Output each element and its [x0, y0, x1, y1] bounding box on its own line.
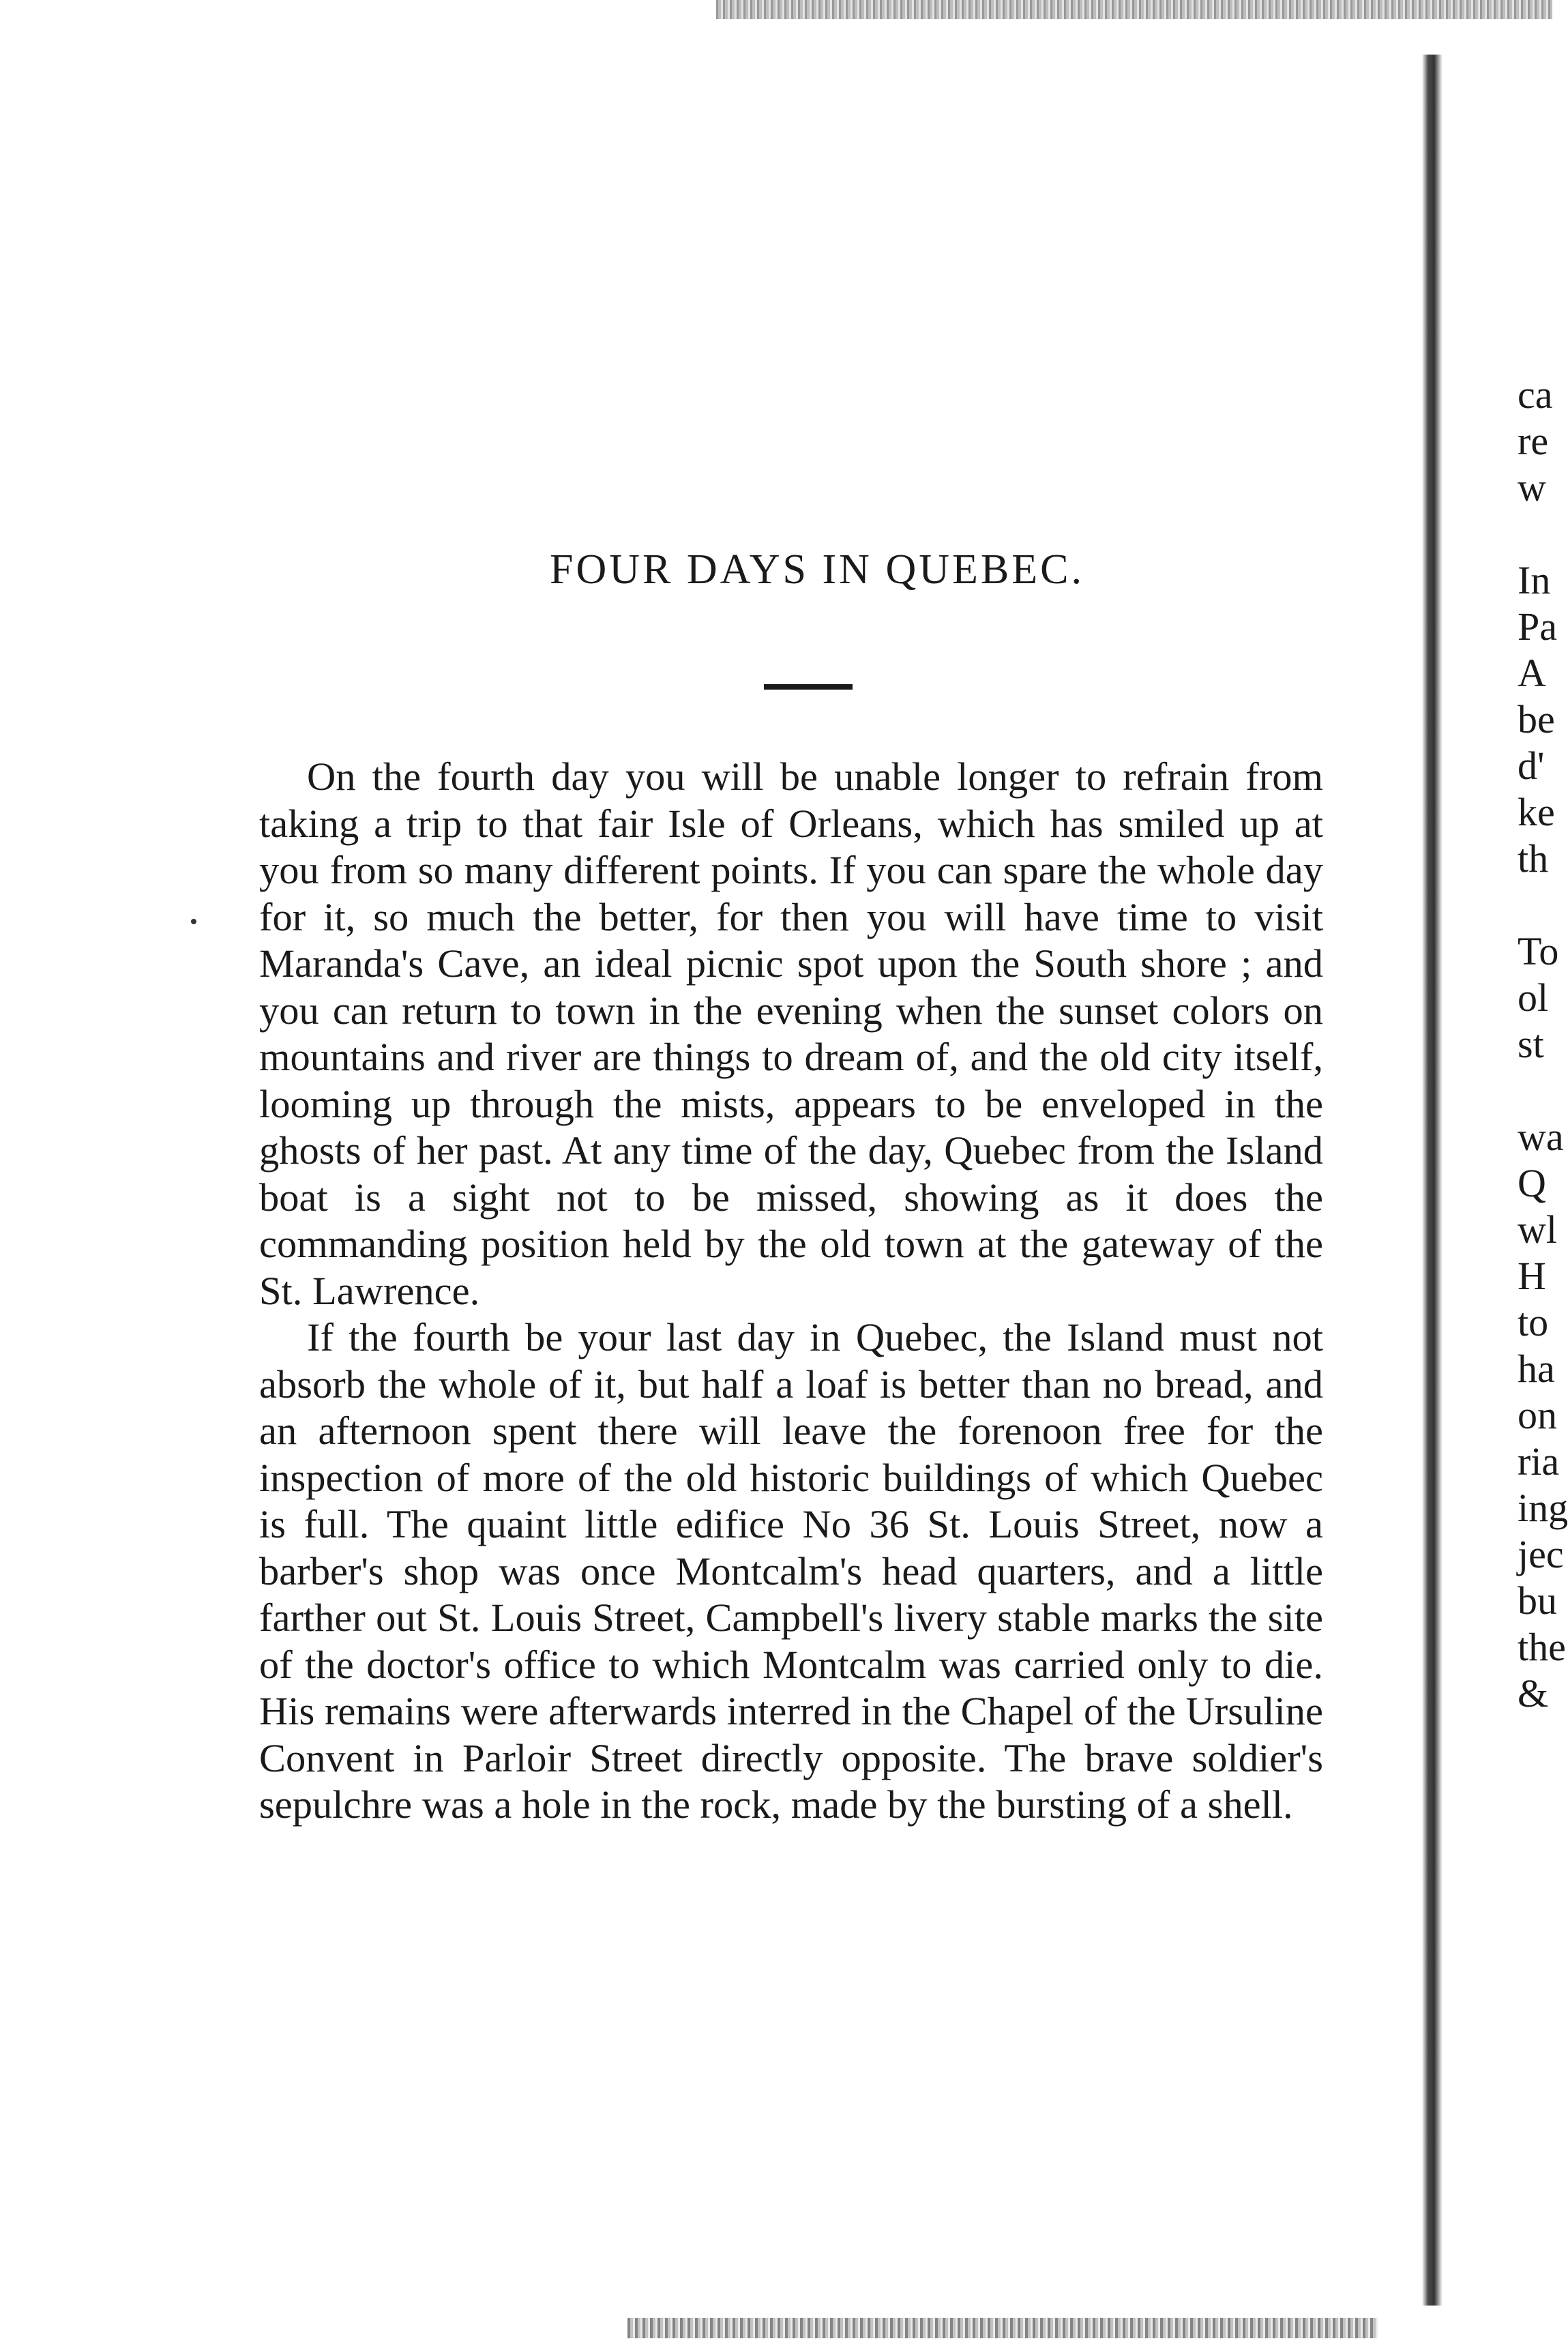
next-page-fragment: to [1518, 1300, 1549, 1344]
next-page-fragment: ria [1518, 1439, 1560, 1484]
next-page-fragment [1518, 511, 1552, 557]
next-page-fragment: To [1518, 929, 1559, 973]
next-page-fragment: st [1518, 1022, 1544, 1066]
next-page-fragment: th [1518, 836, 1549, 881]
title-divider [764, 684, 853, 690]
paragraph-1: On the fourth day you will be unable longer to refrain from taking a trip to that fair Isle of Orleans, which has smiled up at you from so many different points. If you can spare the whole day for it, so much the better, for then you will have time to visit Maranda's Cave, an ideal picnic spot upon the South shore ; and you can return to town in the evening when the sunset colors on mountains and river are things to dream of, and the old city itself, looming up through the mists, appears to be enveloped in the ghosts of her past. At any time of the day, Quebec from the Island boat is a sight not to be missed, showing as it does the commanding position held by the old town at the gateway of the St. Lawrence. [259, 754, 1323, 1313]
page-title-text: FOUR DAYS IN QUEBEC. [550, 546, 1084, 593]
page-gutter [1422, 55, 1443, 2306]
next-page-fragment: ol [1518, 975, 1549, 1020]
next-page-fragment: H [1518, 1254, 1546, 1298]
next-page-fragment: Q [1518, 1161, 1546, 1205]
next-page-fragment: be [1518, 697, 1555, 741]
next-page-fragment: re [1518, 419, 1549, 463]
next-page-fragment: the [1518, 1625, 1566, 1669]
next-page-fragment: wa [1518, 1115, 1564, 1159]
next-page-fragment: A [1518, 651, 1546, 695]
next-page-fragment: & [1518, 1671, 1549, 1716]
scan-bottom-edge [627, 2318, 1378, 2338]
next-page-fragment: In [1518, 558, 1551, 602]
body-text [259, 754, 1323, 1829]
next-page-fragment: on [1518, 1393, 1557, 1437]
next-page-fragment [1518, 1068, 1552, 1114]
paragraph-2: If the fourth be your last day in Quebec, the Island must not absorb the whole of it, but half a loaf is better than no bread, and an afternoon spent there will leave the forenoon free for the inspection of more of the old historic buildings of which Quebec is full. The quaint little edifice No 36 St. Louis Street, now a barber's shop was once Montcalm's head quarters, and a little farther out St. Louis Street, Campbell's livery stable marks the site of the doctor's office to which Montcalm was carried only to die. His remains were afterwards interred in the Chapel of the Ursuline Convent in Parloir Street directly opposite. The brave soldier's sepulchre was a hole in the rock, made by the bursting of a shell. [259, 1315, 1323, 1827]
next-page-fragment: bu [1518, 1578, 1557, 1623]
next-page-fragment: wl [1518, 1207, 1557, 1252]
scan-top-edge [716, 0, 1552, 19]
next-page-fragment: ha [1518, 1346, 1555, 1391]
next-page-fragment: jec [1518, 1532, 1564, 1576]
next-page-fragments [1518, 372, 1568, 1717]
next-page-fragment: Pa [1518, 604, 1557, 649]
page-title [0, 546, 1552, 594]
next-page-fragment [1518, 882, 1552, 928]
next-page-fragment: ing [1518, 1486, 1568, 1530]
next-page-fragment: ke [1518, 790, 1555, 834]
next-page-fragment: w [1518, 465, 1546, 510]
stray-ink-mark [191, 919, 196, 924]
next-page-fragment: ca [1518, 372, 1553, 417]
next-page-fragment: d' [1518, 743, 1545, 788]
